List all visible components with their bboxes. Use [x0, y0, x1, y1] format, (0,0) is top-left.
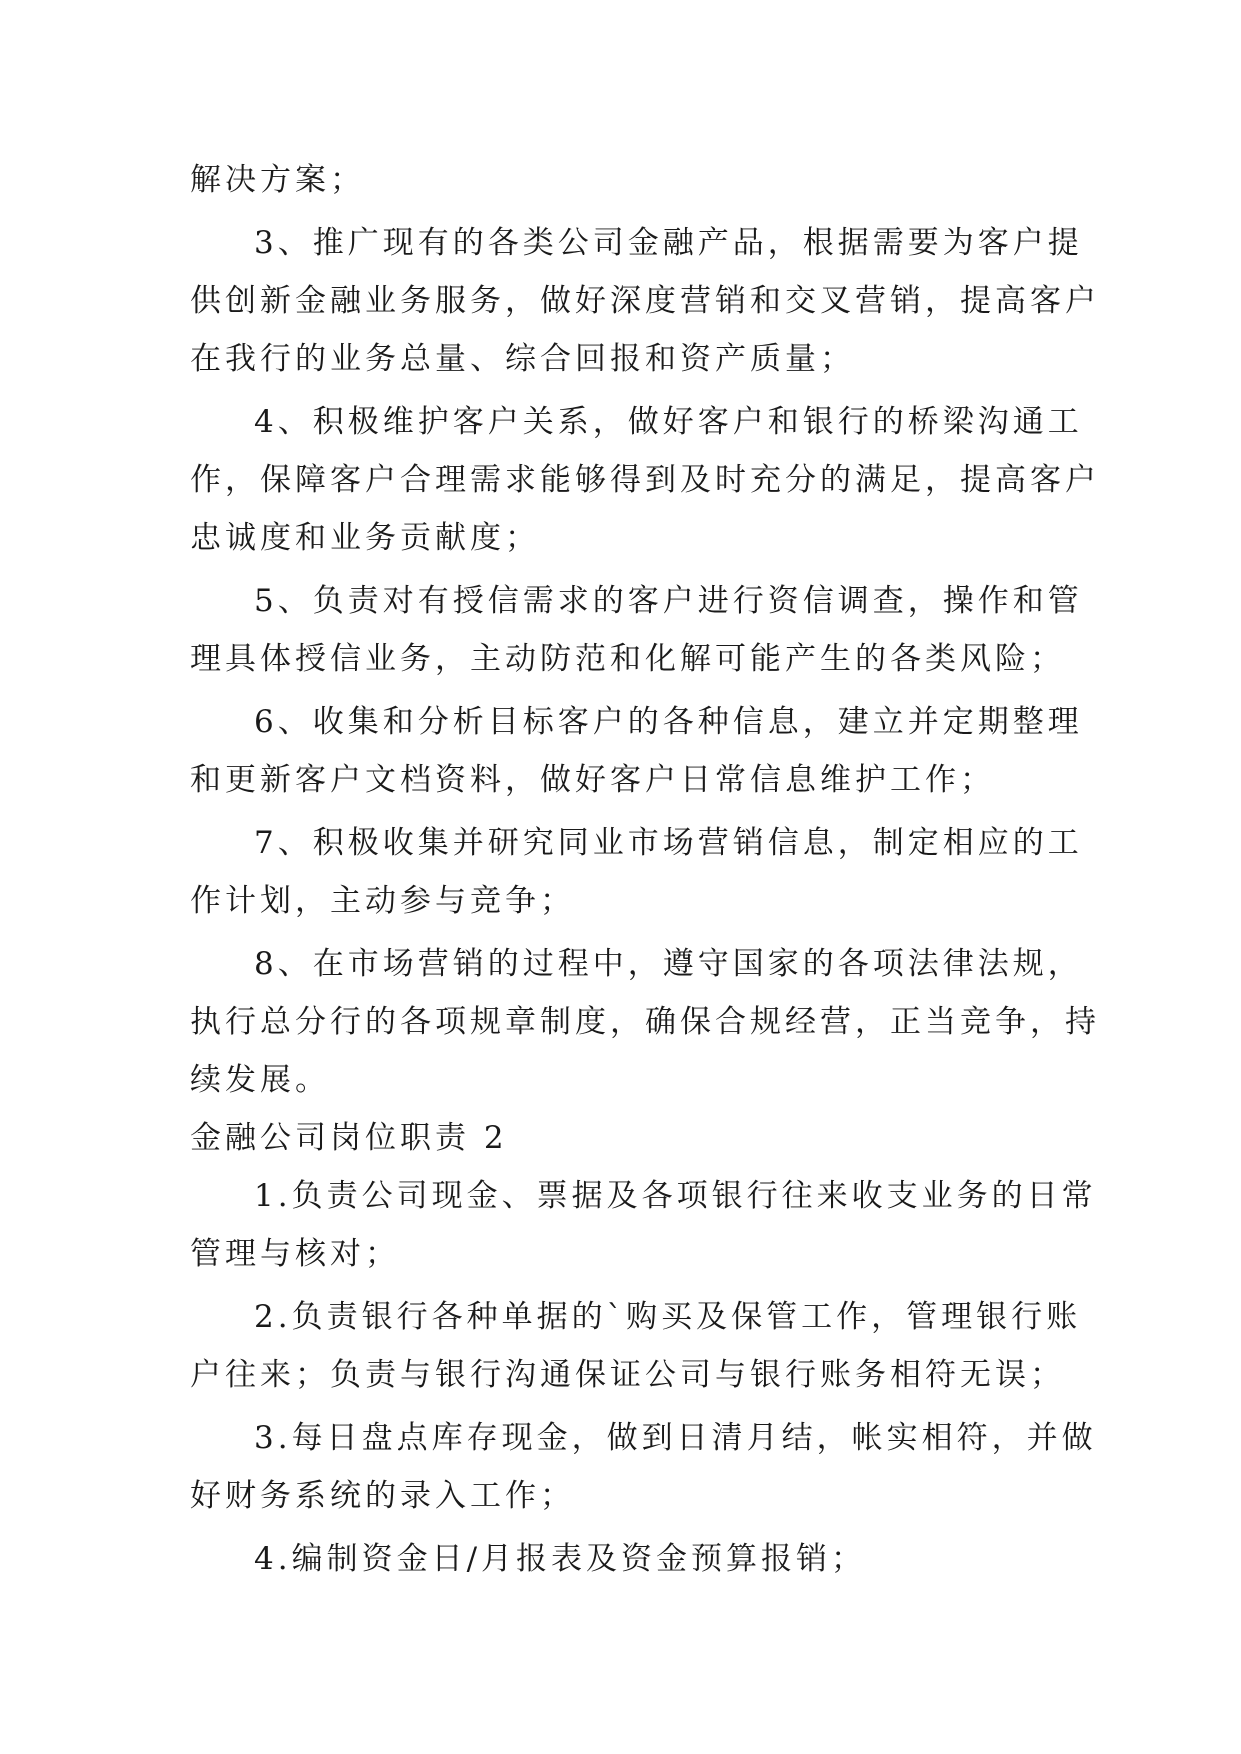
text-line: 忠诚度和业务贡献度；	[190, 520, 540, 556]
list-item-3: 3.每日盘点库存现金，做到日清月结，帐实相符，并做	[254, 1420, 1097, 1456]
text-line: 作，保障客户合理需求能够得到及时充分的满足，提高客户	[190, 462, 1100, 498]
section-heading: 金融公司岗位职责 2	[190, 1120, 508, 1156]
text-line: 作计划，主动参与竞争；	[190, 883, 575, 919]
text-line: 和更新客户文档资料，做好客户日常信息维护工作；	[190, 762, 995, 798]
list-item-5: 5、负责对有授信需求的客户进行资信调查，操作和管	[254, 583, 1083, 619]
text-line: 供创新金融业务服务，做好深度营销和交叉营销，提高客户	[190, 283, 1100, 319]
text-line: 在我行的业务总量、综合回报和资产质量；	[190, 341, 855, 377]
list-item-4: 4.编制资金日/月报表及资金预算报销；	[254, 1541, 867, 1577]
text-line: 解决方案；	[190, 162, 365, 198]
text-line: 执行总分行的各项规章制度，确保合规经营，正当竞争，持	[190, 1004, 1100, 1040]
text-line: 理具体授信业务，主动防范和化解可能产生的各类风险；	[190, 641, 1065, 677]
list-item-4: 4、积极维护客户关系，做好客户和银行的桥梁沟通工	[254, 404, 1083, 440]
text-line: 户往来；负责与银行沟通保证公司与银行账务相符无误；	[190, 1357, 1065, 1393]
text-line: 管理与核对；	[190, 1236, 400, 1272]
list-item-7: 7、积极收集并研究同业市场营销信息，制定相应的工	[254, 825, 1083, 861]
list-item-2: 2.负责银行各种单据的`购买及保管工作，管理银行账	[254, 1299, 1082, 1335]
list-item-1: 1.负责公司现金、票据及各项银行往来收支业务的日常	[254, 1178, 1097, 1214]
text-line: 好财务系统的录入工作；	[190, 1478, 575, 1514]
list-item-3: 3、推广现有的各类公司金融产品，根据需要为客户提	[254, 225, 1083, 261]
list-item-8: 8、在市场营销的过程中，遵守国家的各项法律法规，	[254, 946, 1083, 982]
text-line: 续发展。	[190, 1062, 330, 1098]
list-item-6: 6、收集和分析目标客户的各种信息，建立并定期整理	[254, 704, 1083, 740]
